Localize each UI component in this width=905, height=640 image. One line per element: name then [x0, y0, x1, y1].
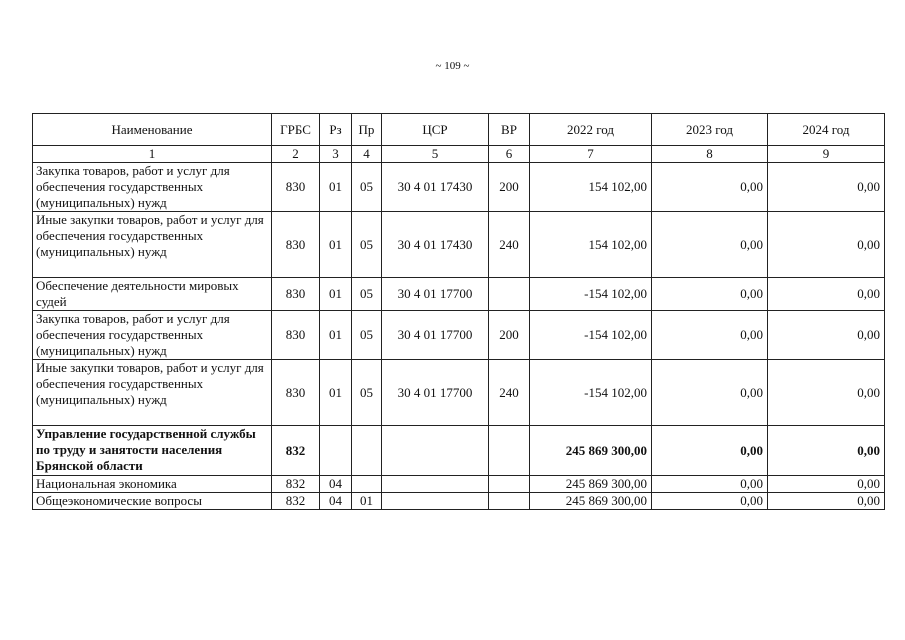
rz-cell: 01 [320, 163, 352, 212]
csr-cell: 30 4 01 17430 [382, 163, 489, 212]
amount-2023-cell: 0,00 [652, 311, 768, 360]
column-number-row [33, 146, 885, 163]
amount-2024-cell: 0,00 [768, 493, 885, 510]
pr-cell: 05 [352, 278, 382, 311]
amount-2022-cell: 154 102,00 [530, 163, 652, 212]
amount-2024-cell: 0,00 [768, 360, 885, 426]
vr-cell: 200 [489, 163, 530, 212]
amount-2024-cell: 0,00 [768, 311, 885, 360]
table-row [33, 493, 885, 510]
row-name-cell: Иные закупки товаров, работ и услуг для обеспечения государственных (муниципальных) нужд [33, 212, 272, 278]
amount-2022-cell: -154 102,00 [530, 311, 652, 360]
grbs-cell: 830 [272, 212, 320, 278]
row-name-cell: Обеспечение деятельности мировых судей [33, 278, 272, 311]
grbs-cell: 830 [272, 278, 320, 311]
csr-cell: 30 4 01 17700 [382, 311, 489, 360]
vr-cell: 200 [489, 311, 530, 360]
csr-cell: 30 4 01 17700 [382, 360, 489, 426]
amount-2023-cell: 0,00 [652, 212, 768, 278]
table-row [33, 163, 885, 212]
row-name-cell: Закупка товаров, работ и услуг для обеспечения государственных (муниципальных) нужд [33, 163, 272, 212]
rz-cell [320, 426, 352, 476]
amount-2024-cell: 0,00 [768, 426, 885, 476]
vr-cell: 240 [489, 212, 530, 278]
amount-2023-cell: 0,00 [652, 278, 768, 311]
table-row [33, 278, 885, 311]
amount-2023-cell: 0,00 [652, 493, 768, 510]
header-vr: ВР [489, 114, 530, 146]
row-name-cell: Управление государственной службы по труду и занятости населения Брянской области [33, 426, 272, 476]
header-2024: 2024 год [768, 114, 885, 146]
grbs-cell: 832 [272, 476, 320, 493]
csr-cell [382, 426, 489, 476]
rz-cell: 01 [320, 311, 352, 360]
table-row [33, 426, 885, 476]
header-csr: ЦСР [382, 114, 489, 146]
rz-cell: 04 [320, 476, 352, 493]
vr-cell [489, 493, 530, 510]
amount-2024-cell: 0,00 [768, 476, 885, 493]
column-number: 4 [352, 146, 382, 163]
header-pr: Пр [352, 114, 382, 146]
pr-cell [352, 476, 382, 493]
column-number: 6 [489, 146, 530, 163]
amount-2022-cell: 154 102,00 [530, 212, 652, 278]
row-name-cell: Общеэкономические вопросы [33, 493, 272, 510]
grbs-cell: 830 [272, 311, 320, 360]
table-row [33, 476, 885, 493]
pr-cell: 05 [352, 163, 382, 212]
grbs-cell: 830 [272, 360, 320, 426]
header-name: Наименование [33, 114, 272, 146]
column-number: 5 [382, 146, 489, 163]
rz-cell: 01 [320, 360, 352, 426]
grbs-cell: 830 [272, 163, 320, 212]
column-number: 7 [530, 146, 652, 163]
budget-table [32, 113, 885, 510]
csr-cell [382, 493, 489, 510]
rz-cell: 01 [320, 278, 352, 311]
vr-cell [489, 426, 530, 476]
vr-cell: 240 [489, 360, 530, 426]
header-grbs: ГРБС [272, 114, 320, 146]
header-2023: 2023 год [652, 114, 768, 146]
pr-cell: 05 [352, 311, 382, 360]
row-name-cell: Национальная экономика [33, 476, 272, 493]
amount-2023-cell: 0,00 [652, 360, 768, 426]
pr-cell: 01 [352, 493, 382, 510]
header-2022: 2022 год [530, 114, 652, 146]
amount-2022-cell: 245 869 300,00 [530, 426, 652, 476]
table-row [33, 311, 885, 360]
header-row [33, 114, 885, 146]
amount-2022-cell: -154 102,00 [530, 360, 652, 426]
amount-2022-cell: -154 102,00 [530, 278, 652, 311]
rz-cell: 04 [320, 493, 352, 510]
vr-cell [489, 278, 530, 311]
table-row [33, 360, 885, 426]
header-rz: Рз [320, 114, 352, 146]
amount-2024-cell: 0,00 [768, 278, 885, 311]
vr-cell [489, 476, 530, 493]
csr-cell: 30 4 01 17700 [382, 278, 489, 311]
table-row [33, 212, 885, 278]
column-number: 9 [768, 146, 885, 163]
grbs-cell: 832 [272, 493, 320, 510]
amount-2023-cell: 0,00 [652, 426, 768, 476]
column-number: 2 [272, 146, 320, 163]
amount-2023-cell: 0,00 [652, 476, 768, 493]
column-number: 3 [320, 146, 352, 163]
amount-2022-cell: 245 869 300,00 [530, 476, 652, 493]
rz-cell: 01 [320, 212, 352, 278]
amount-2024-cell: 0,00 [768, 163, 885, 212]
grbs-cell: 832 [272, 426, 320, 476]
row-name-cell: Иные закупки товаров, работ и услуг для обеспечения государственных (муниципальных) нужд [33, 360, 272, 426]
page-number: ~ 109 ~ [435, 60, 470, 72]
csr-cell: 30 4 01 17430 [382, 212, 489, 278]
column-number: 1 [33, 146, 272, 163]
column-number: 8 [652, 146, 768, 163]
amount-2024-cell: 0,00 [768, 212, 885, 278]
pr-cell: 05 [352, 360, 382, 426]
pr-cell [352, 426, 382, 476]
row-name-cell: Закупка товаров, работ и услуг для обеспечения государственных (муниципальных) нужд [33, 311, 272, 360]
pr-cell: 05 [352, 212, 382, 278]
amount-2022-cell: 245 869 300,00 [530, 493, 652, 510]
csr-cell [382, 476, 489, 493]
amount-2023-cell: 0,00 [652, 163, 768, 212]
